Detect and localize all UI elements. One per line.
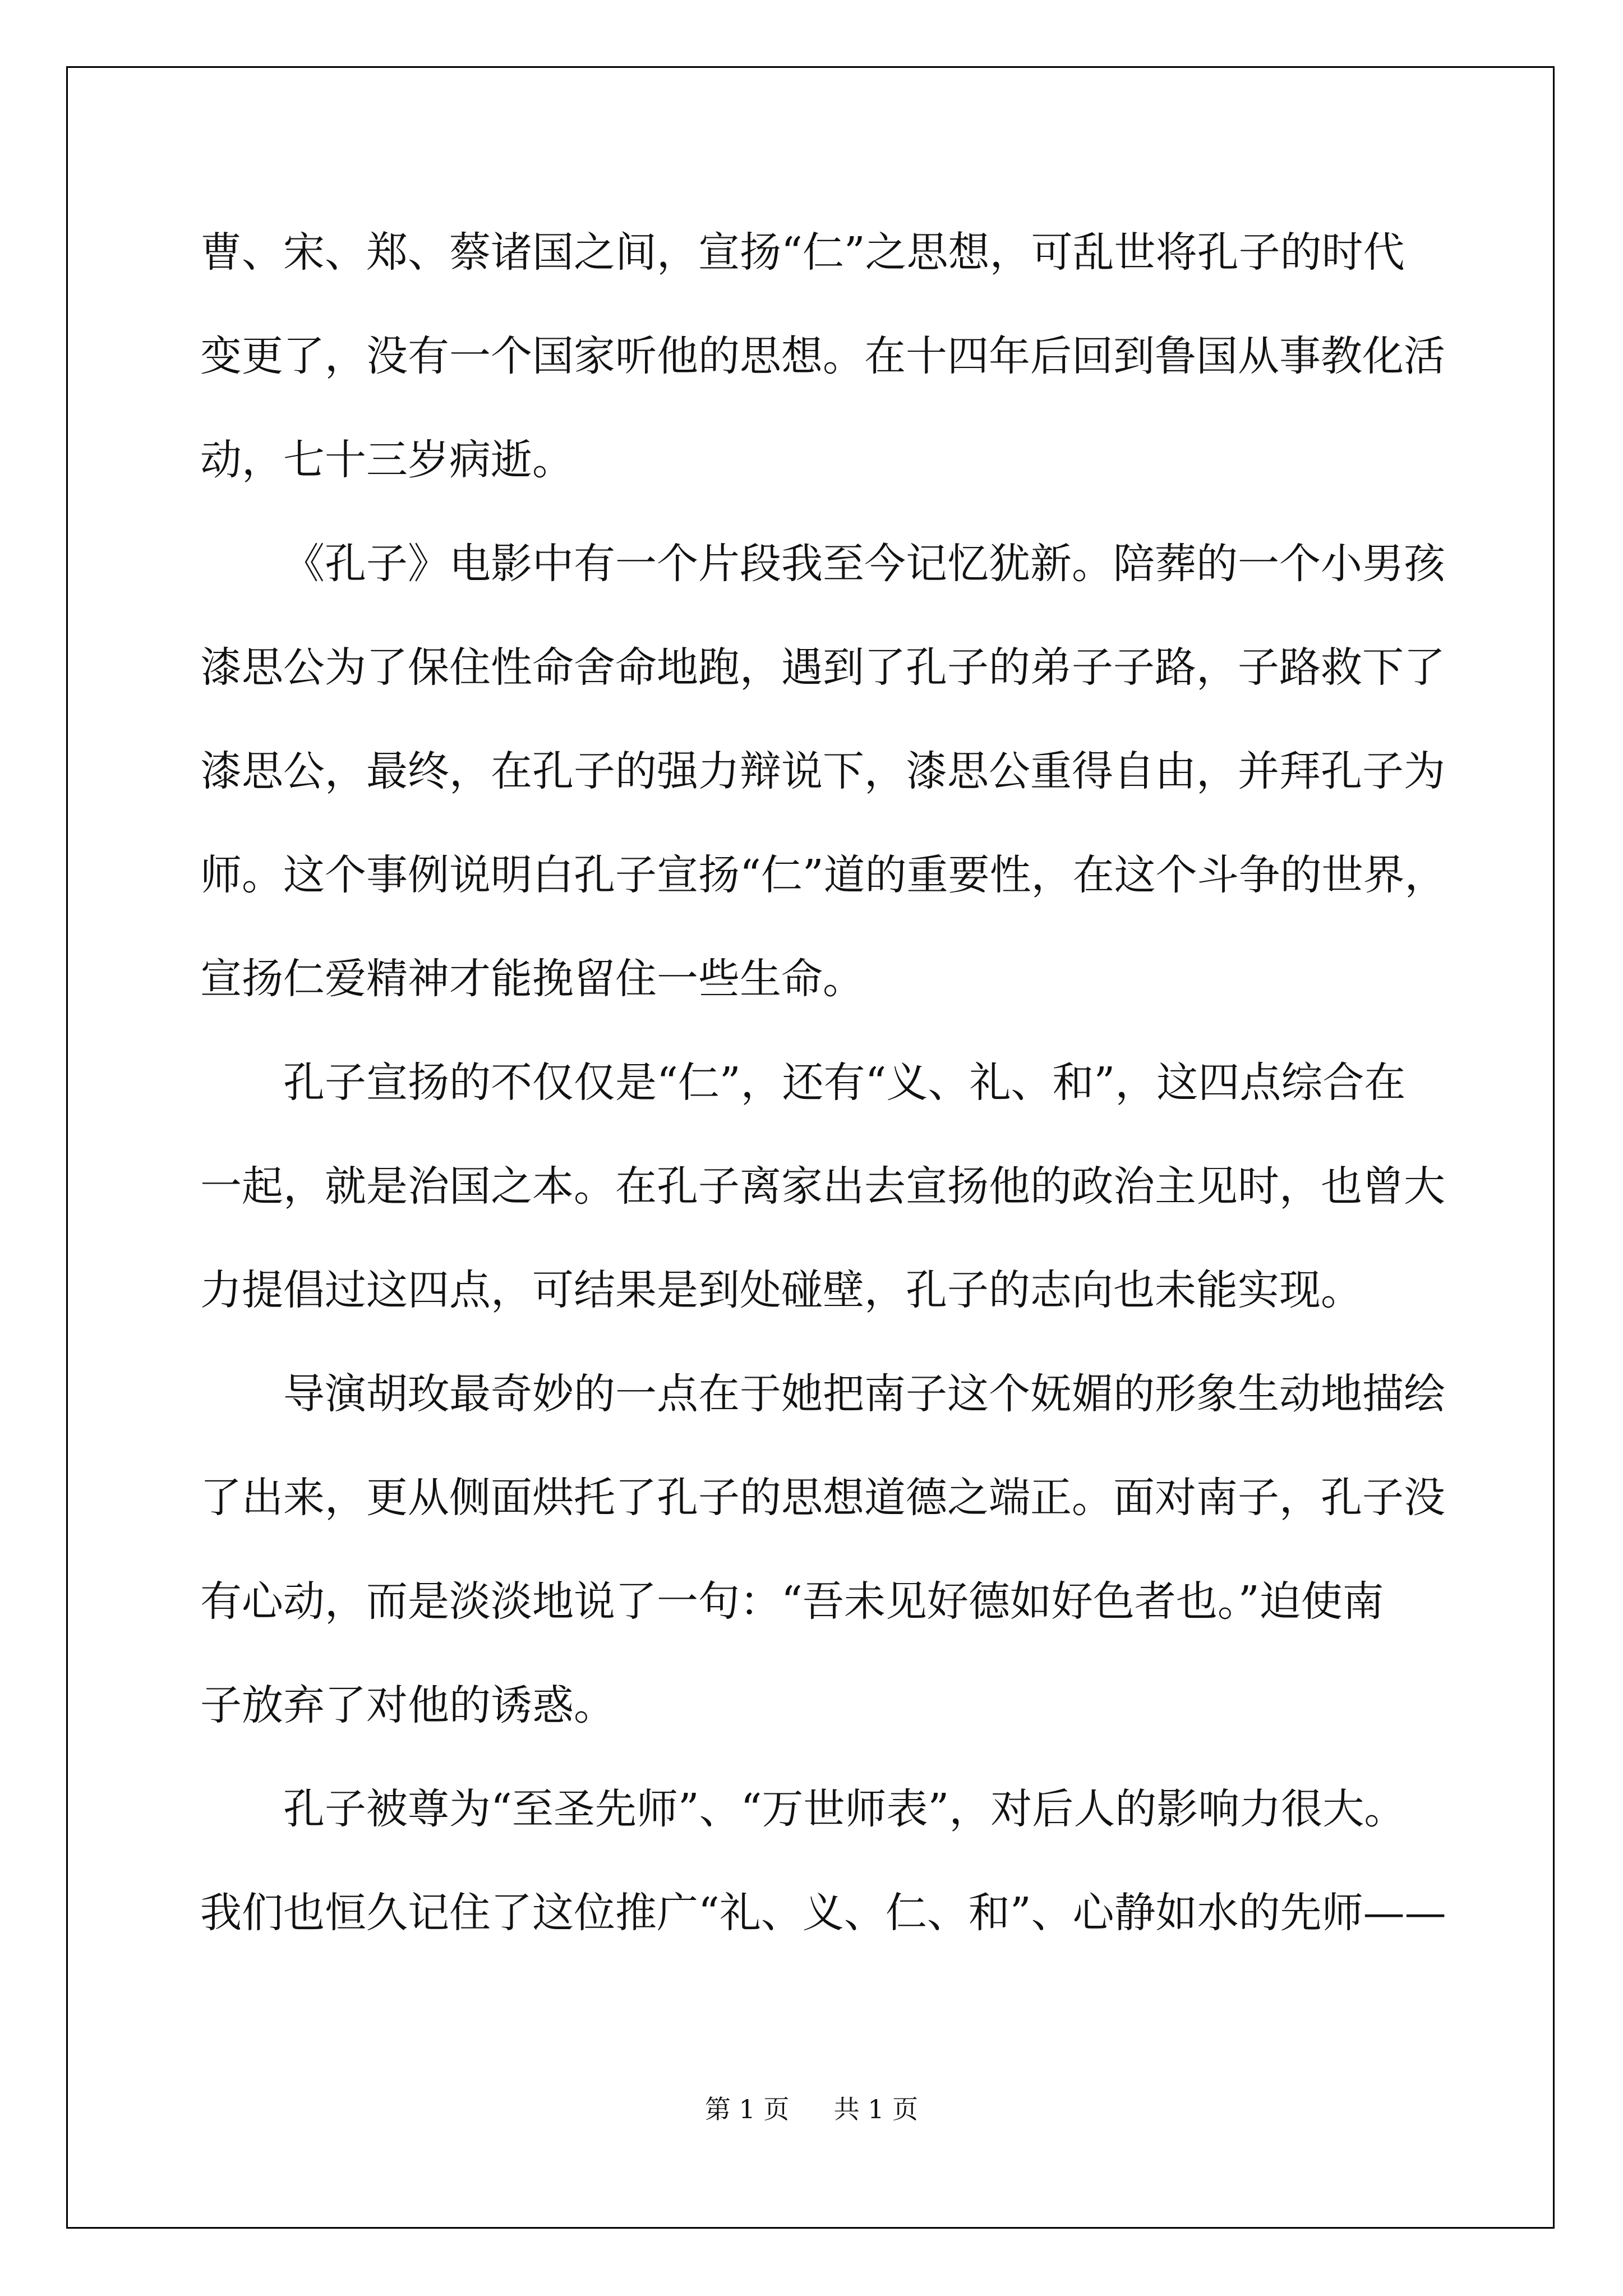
text-line-4: 《孔子》电影中有一个片段我至今记忆犹新。陪葬的一个小男孩 bbox=[283, 540, 1445, 588]
text-line-6: 漆思公，最终，在孔子的强力辩说下，漆思公重得自由，并拜孔子为 bbox=[200, 747, 1445, 795]
text-line-14: 有心动，而是淡淡地说了一句：“吾未见好德如好色者也。”迫使南 bbox=[200, 1577, 1384, 1626]
text-line-1: 曹、宋、郑、蔡诸国之间，宣扬“仁”之思想，可乱世将孔子的时代 bbox=[200, 228, 1405, 277]
page-total: 共 1 页 bbox=[833, 2094, 919, 2124]
text-line-13: 了出来，更从侧面烘托了孔子的思想道德之端正。面对南子，孔子没 bbox=[200, 1474, 1445, 1522]
text-line-9: 孔子宣扬的不仅仅是“仁”，还有“义、礼、和”，这四点综合在 bbox=[283, 1059, 1406, 1107]
text-line-10: 一起，就是治国之本。在孔子离家出去宣扬他的政治主见时，也曾大 bbox=[200, 1162, 1445, 1211]
page-footer bbox=[0, 2092, 1623, 2126]
text-line-3: 动，七十三岁病逝。 bbox=[200, 436, 574, 484]
text-line-16: 孔子被尊为“至圣先师”、“万世师表”，对后人的影响力很大。 bbox=[283, 1785, 1406, 1833]
text-line-11: 力提倡过这四点，可结果是到处碰壁，孔子的志向也未能实现。 bbox=[200, 1266, 1362, 1314]
text-line-2: 变更了，没有一个国家听他的思想。在十四年后回到鲁国从事教化活 bbox=[200, 332, 1445, 380]
text-line-12: 导演胡玫最奇妙的一点在于她把南子这个妩媚的形象生动地描绘 bbox=[283, 1370, 1445, 1418]
text-line-7: 师。这个事例说明白孔子宣扬“仁”道的重要性，在这个斗争的世界， bbox=[200, 851, 1446, 899]
page-number: 第 1 页 bbox=[704, 2094, 790, 2124]
text-line-8: 宣扬仁爱精神才能挽留住一些生命。 bbox=[200, 955, 864, 1003]
text-line-5: 漆思公为了保住性命舍命地跑，遇到了孔子的弟子子路，子路救下了 bbox=[200, 643, 1445, 692]
text-line-17: 我们也恒久记住了这位推广“礼、义、仁、和”、心静如水的先师—— bbox=[200, 1889, 1446, 1937]
text-line-15: 子放弃了对他的诱惑。 bbox=[200, 1681, 615, 1729]
